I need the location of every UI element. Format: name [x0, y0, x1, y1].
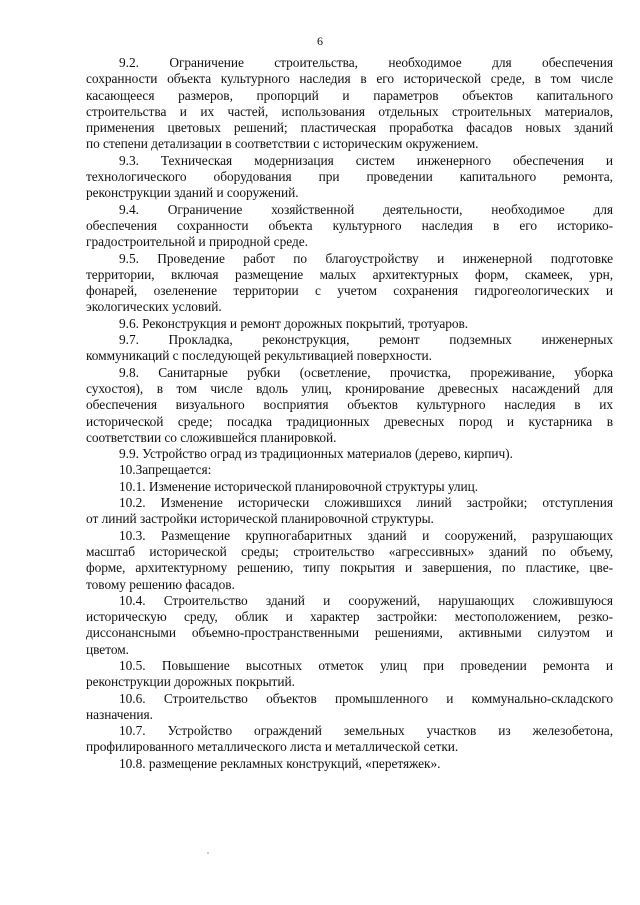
text-line: строительства и их частей, использования отдельных строительных материалов, — [86, 103, 613, 119]
text-line: 9.6. Реконструкция и ремонт дорожных покрытий, тротуаров. — [119, 315, 469, 331]
text-line: 9.5. Проведение работ по благоустройству и инженерной подготовке — [119, 250, 613, 266]
text-line: 9.4. Ограничение хозяйственной деятельности, необходимое для — [119, 201, 613, 217]
text-line: историческую среду, облик и характер застройки: местоположением, резко- — [86, 609, 613, 625]
text-line: 10.6. Строительство объектов промышленного и коммунально-складского — [119, 690, 613, 706]
text-line: коммуникаций с последующей рекультивацией поверхности. — [86, 348, 432, 364]
text-line: 10.7. Устройство ограждений земельных участков из железобетона, — [119, 723, 613, 739]
paragraph-10-6 — [86, 691, 613, 724]
text-line: сухостоя), в том числе вдоль улиц, кронирование древесных насаждений для — [86, 380, 613, 396]
paragraph-10-7 — [86, 723, 613, 756]
text-line: профилированного металлического листа и металлической сетки. — [86, 739, 459, 755]
document-body — [86, 55, 613, 772]
paragraph-10-4 — [86, 593, 613, 658]
text-line: реконструкции дорожных покрытий. — [86, 674, 295, 690]
text-line: цветом. — [86, 641, 129, 657]
text-line: территории, включая размещение малых архитектурных форм, скамеек, урн, — [86, 266, 613, 282]
paragraph-10-2 — [86, 495, 613, 528]
paragraph-9-9 — [86, 446, 613, 462]
text-line: 9.3. Техническая модернизация систем инженерного обеспечения и — [119, 152, 613, 168]
text-line: от линий застройки исторической планировочной структуры. — [86, 511, 434, 527]
text-line: обеспечения сохранности объекта культурного наследия в его историко- — [86, 217, 613, 233]
text-line: градостроительной и природной среде. — [86, 234, 308, 250]
paragraph-9-2 — [86, 55, 613, 153]
paragraph-10-5 — [86, 658, 613, 691]
text-line: сохранности объекта культурного наследия в его исторической среде, в том числе — [86, 71, 613, 87]
text-line: по степени детализации в соответствии с историческим окружением. — [86, 136, 479, 152]
text-line: 9.9. Устройство оград из традиционных материалов (дерево, кирпич). — [119, 446, 513, 462]
text-line: форме, архитектурному решению, типу покрытия и завершения, по пластике, цве- — [86, 560, 613, 576]
text-line: 10.4. Строительство зданий и сооружений, нарушающих сложившуюся — [119, 592, 613, 608]
text-line: соответствии со сложившейся планировкой. — [86, 429, 337, 445]
text-line: 10.2. Изменение исторически сложившихся линий застройки; отступления — [119, 495, 613, 511]
text-line: 9.8. Санитарные рубки (осветление, прочистка, прореживание, уборка — [119, 364, 613, 380]
paragraph-9-4 — [86, 202, 613, 251]
text-line: экологических условий. — [86, 299, 222, 315]
text-line: 10.8. размещение рекламных конструкций, «перетяжек». — [119, 755, 441, 771]
paragraph-10-8 — [86, 756, 613, 772]
section-10-heading — [86, 462, 613, 478]
page-number: 6 — [317, 34, 323, 48]
text-line: масштаб исторической среды; строительство «агрессивных» зданий по объему, — [86, 543, 613, 559]
text-line: 10.3. Размещение крупногабаритных зданий и сооружений, разрушающих — [119, 527, 613, 543]
paragraph-9-5 — [86, 251, 613, 316]
text-line: технологического оборудования при проведении капитального ремонта, — [86, 169, 613, 185]
text-line: 9.7. Прокладка, реконструкция, ремонт подземных инженерных — [119, 332, 613, 348]
text-line: фонарей, озеленение территории с учетом сохранения гидрогеологических и — [86, 283, 613, 299]
text-line: касающееся размеров, пропорций и параметров объектов капитального — [86, 87, 613, 103]
paragraph-9-8 — [86, 365, 613, 446]
paragraph-9-3 — [86, 153, 613, 202]
paragraph-9-6 — [86, 316, 613, 332]
text-line: 10.5. Повышение высотных отметок улиц при проведении ремонта и — [119, 657, 613, 673]
text-line: обеспечения визуального восприятия объектов культурного наследия в их — [86, 397, 613, 413]
paragraph-10-1 — [86, 479, 613, 495]
scan-speck — [207, 852, 209, 854]
text-line: назначения. — [86, 706, 153, 722]
text-line: диссонансными объемно-пространственными решениями, активными силуэтом и — [86, 625, 613, 641]
text-line: 10.Запрещается: — [119, 462, 212, 478]
text-line: 9.2. Ограничение строительства, необходимое для обеспечения — [119, 55, 613, 70]
text-line: реконструкции зданий и сооружений. — [86, 185, 299, 201]
text-line: исторической среде; посадка традиционных древесных пород и кустарника в — [86, 413, 613, 429]
text-line: применения цветовых решений; пластическая проработка фасадов новых зданий — [86, 120, 613, 136]
paragraph-9-7 — [86, 332, 613, 365]
paragraph-10-3 — [86, 528, 613, 593]
text-line: 10.1. Изменение исторической планировочной структуры улиц. — [119, 478, 479, 494]
text-line: товому решению фасадов. — [86, 576, 235, 592]
